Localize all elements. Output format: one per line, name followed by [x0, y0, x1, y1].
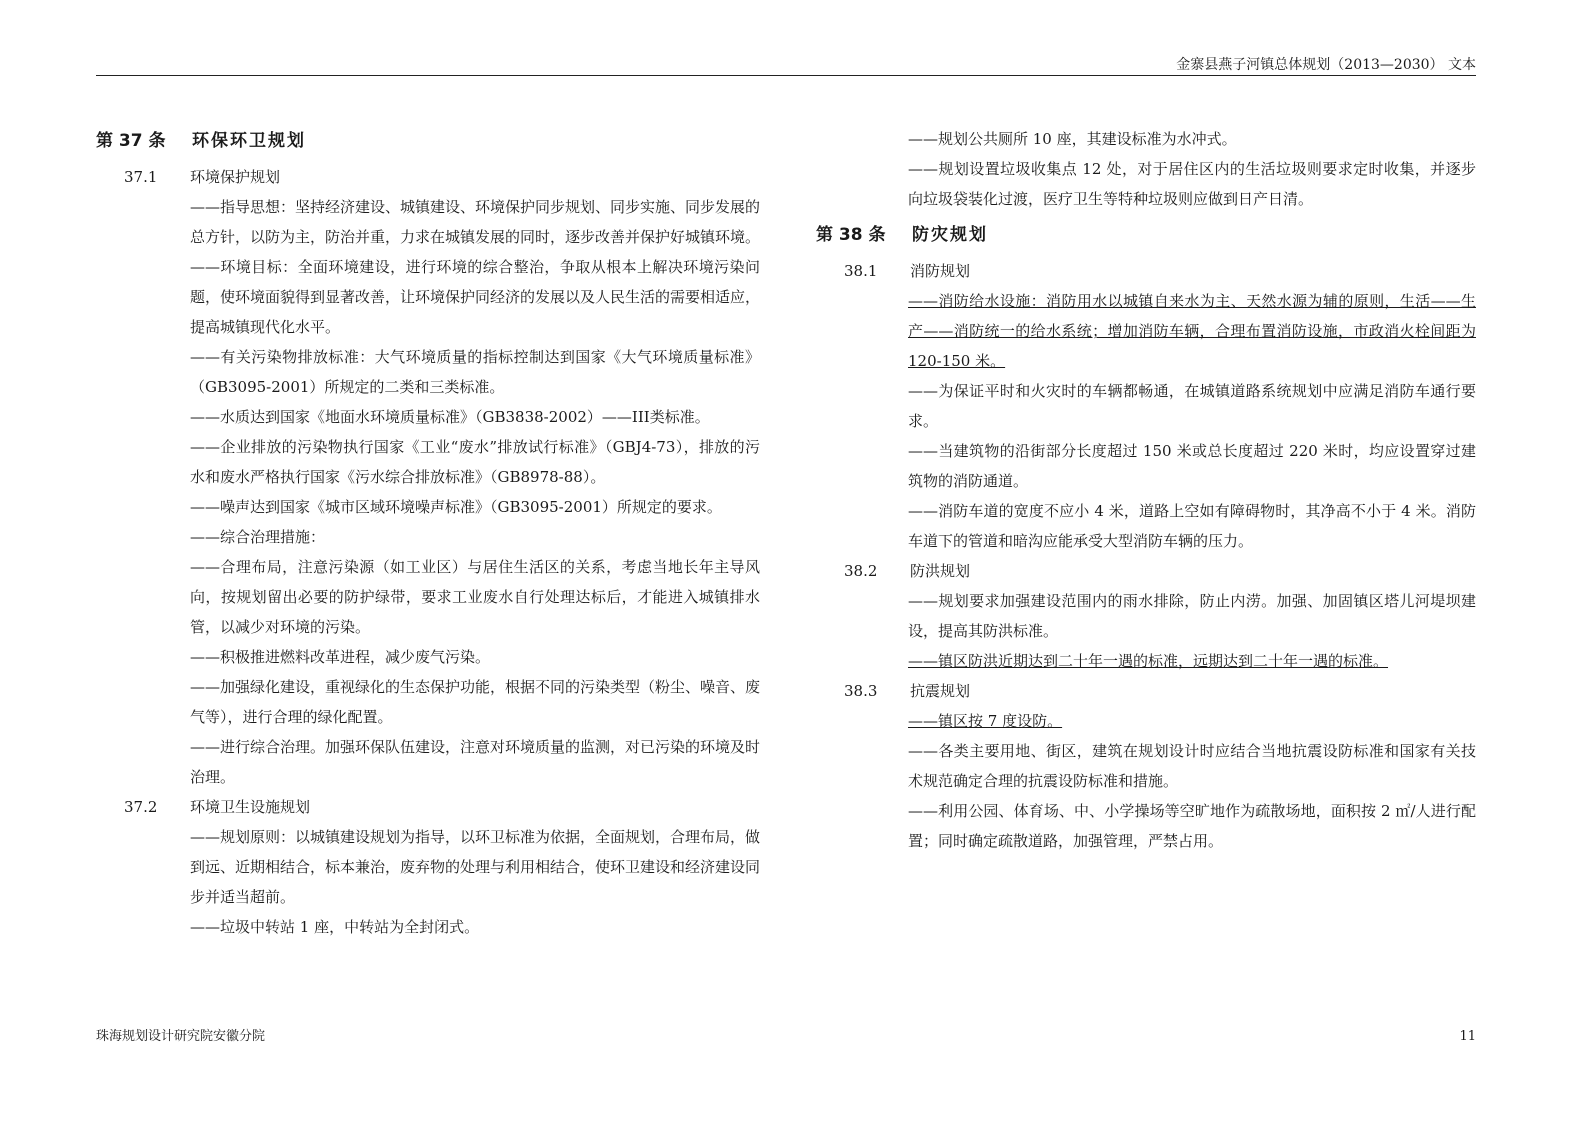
section-number: 38.2 [844, 562, 878, 580]
section-number: 37.2 [124, 798, 158, 816]
paragraph: ——综合治理措施： [190, 528, 326, 546]
underlined-text: ——消防给水设施：消防用水以城镇自来水为主、天然水源为辅的原则，生活——生产——消防统一的给水系统；增加消防车辆，合理布置消防设施，市政消火栓间距为 120-150 米。 [908, 292, 1476, 370]
paragraph: ——当建筑物的沿街部分长度超过 150 米或总长度超过 220 米时，均应设置穿过建筑物的消防通道。 [908, 442, 1476, 490]
section-heading-37-2 [96, 792, 760, 822]
paragraph-underlined [908, 646, 1476, 676]
section-heading-38-1 [816, 256, 1476, 286]
paragraph: ——规划公共厕所 10 座，其建设标准为水冲式。 [908, 130, 1237, 148]
paragraph: ——进行综合治理。加强环保队伍建设，注意对环境质量的监测，对已污染的环境及时治理。 [190, 738, 761, 786]
section-title: 防洪规划 [910, 562, 971, 580]
section-heading-37-1 [96, 162, 760, 192]
underlined-text: ——镇区防洪近期达到二十年一遇的标准，远期达到二十年一遇的标准。 [908, 652, 1389, 670]
paragraph: ——合理布局，注意污染源（如工业区）与居住生活区的关系，考虑当地长年主导风向，按规划留出必要的防护绿带，要求工业废水自行处理达标后，才能进入城镇排水管，以减少对环境的污染。 [190, 558, 760, 636]
left-column [96, 124, 760, 942]
section-number: 38.1 [844, 262, 878, 280]
paragraph-underlined [908, 286, 1476, 376]
article-number: 第 37 条 [96, 131, 166, 151]
article-number: 第 38 条 [816, 225, 886, 245]
paragraph: ——噪声达到国家《城市区域环境噪声标准》（GB3095-2001）所规定的要求。 [190, 498, 722, 516]
underlined-text: ——镇区按 7 度设防。 [908, 712, 1063, 730]
document-title: 金寨县燕子河镇总体规划（2013—2030） 文本 [1176, 57, 1476, 73]
section-number: 37.1 [124, 168, 158, 186]
section-heading-38-2 [816, 556, 1476, 586]
paragraph: ——企业排放的污染物执行国家《工业“废水”排放试行标准》（GBJ4-73），排放的污水和废水严格执行国家《污水综合排放标准》（GB8978-88）。 [190, 438, 760, 486]
paragraph-underlined [908, 706, 1476, 736]
paragraph: ——垃圾中转站 1 座，中转站为全封闭式。 [190, 918, 480, 936]
paragraph: ——利用公园、体育场、中、小学操场等空旷地作为疏散场地，面积按 2 ㎡/人进行配置；同时确定疏散道路，加强管理，严禁占用。 [908, 802, 1476, 850]
footer-organization: 珠海规划设计研究院安徽分院 [96, 1029, 266, 1044]
page-number: 11 [1459, 1029, 1476, 1044]
article-heading-38 [816, 218, 1476, 252]
paragraph: ——为保证平时和火灾时的车辆都畅通，在城镇道路系统规划中应满足消防车通行要求。 [908, 382, 1476, 430]
paragraph: ——各类主要用地、街区，建筑在规划设计时应结合当地抗震设防标准和国家有关技术规范确定合理的抗震设防标准和措施。 [908, 742, 1476, 790]
paragraph: ——加强绿化建设，重视绿化的生态保护功能，根据不同的污染类型（粉尘、噪音、废气等），进行合理的绿化配置。 [190, 678, 761, 726]
section-heading-38-3 [816, 676, 1476, 706]
paragraph: ——规划设置垃圾收集点 12 处，对于居住区内的生活垃圾则要求定时收集，并逐步向垃圾袋装化过渡，医疗卫生等特种垃圾则应做到日产日清。 [908, 160, 1476, 208]
right-column [816, 124, 1476, 856]
paragraph: ——水质达到国家《地面水环境质量标准》（GB3838-2002）——III类标准。 [190, 408, 710, 426]
paragraph: ——指导思想：坚持经济建设、城镇建设、环境保护同步规划、同步实施、同步发展的总方针，以防为主，防治并重，力求在城镇发展的同时，逐步改善并保护好城镇环境。 [190, 198, 761, 246]
section-title: 环境保护规划 [190, 168, 281, 186]
article-heading-37 [96, 124, 760, 158]
paragraph: ——积极推进燃料改革进程，减少废气污染。 [190, 648, 491, 666]
section-title: 抗震规划 [910, 682, 971, 700]
section-title: 消防规划 [910, 262, 971, 280]
paragraph: ——规划要求加强建设范围内的雨水排除，防止内涝。加强、加固镇区塔儿河堤坝建设，提高其防洪标准。 [908, 592, 1476, 640]
paragraph: ——环境目标：全面环境建设，进行环境的综合整治，争取从根本上解决环境污染问题，使环境面貌得到显著改善，让环境保护同经济的发展以及人民生活的需要相适应，提高城镇现代化水平。 [190, 258, 761, 336]
section-number: 38.3 [844, 682, 878, 700]
article-title: 防灾规划 [912, 225, 988, 245]
paragraph: ——消防车道的宽度不应小 4 米，道路上空如有障碍物时，其净高不小于 4 米。消防车道下的管道和暗沟应能承受大型消防车辆的压力。 [908, 502, 1476, 550]
page-header [96, 54, 1476, 76]
header-divider [96, 75, 1476, 76]
paragraph: ——有关污染物排放标准：大气环境质量的指标控制达到国家《大气环境质量标准》（GB3095-2001）所规定的二类和三类标准。 [190, 348, 760, 396]
section-title: 环境卫生设施规划 [190, 798, 311, 816]
paragraph: ——规划原则：以城镇建设规划为指导，以环卫标准为依据，全面规划，合理布局，做到远、近期相结合，标本兼治，废弃物的处理与利用相结合，使环卫建设和经济建设同步并适当超前。 [190, 828, 761, 906]
article-title: 环保环卫规划 [192, 131, 306, 151]
